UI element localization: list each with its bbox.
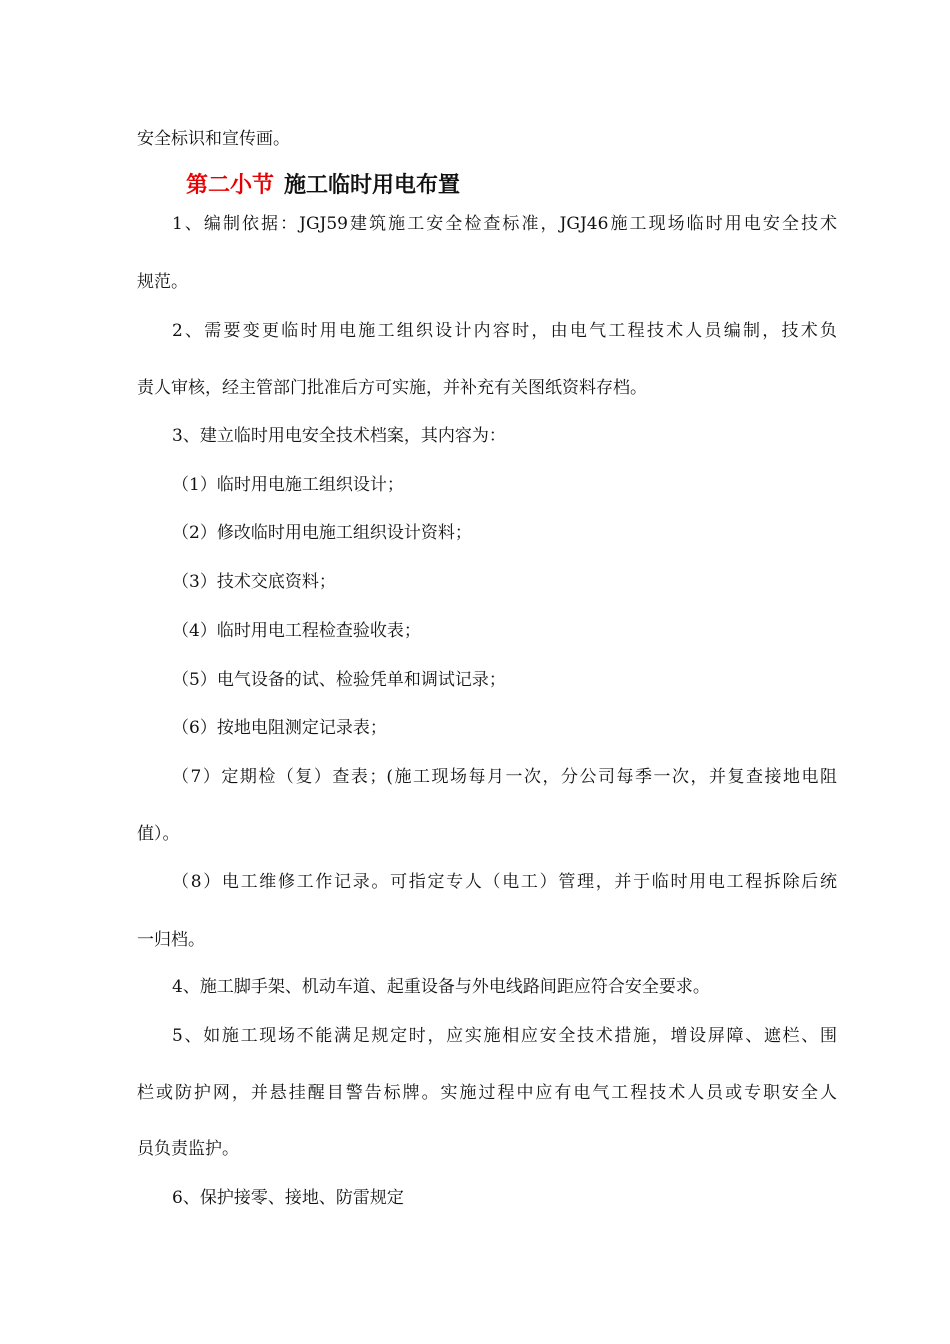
list-item-8-line-2: 一归档。 bbox=[137, 930, 205, 950]
section-label: 第二小节 bbox=[186, 173, 275, 198]
list-item-7-line-2: 值）。 bbox=[137, 824, 180, 844]
paragraph-4: 4、施工脚手架、机动车道、起重设备与外电线路间距应符合安全要求。 bbox=[172, 977, 710, 997]
list-item-1: （1）临时用电施工组织设计； bbox=[172, 475, 404, 495]
list-item-2: （2）修改临时用电施工组织设计资料； bbox=[172, 523, 472, 543]
list-item-3: （3）技术交底资料； bbox=[172, 572, 336, 592]
section-heading bbox=[186, 171, 460, 201]
paragraph-1-line-1: 1、编制依据：JGJ59建筑施工安全检查标准，JGJ46施工现场临时用电安全技术 bbox=[172, 214, 837, 234]
list-item-8-line-1: （8）电工维修工作记录。可指定专人（电工）管理，并于临时用电工程拆除后统 bbox=[172, 872, 837, 892]
paragraph-1-line-2: 规范。 bbox=[137, 272, 188, 292]
intro-tail-text: 安全标识和宣传画。 bbox=[137, 129, 290, 149]
paragraph-3: 3、建立临时用电安全技术档案，其内容为： bbox=[172, 426, 506, 446]
list-item-6: （6）按地电阻测定记录表； bbox=[172, 718, 387, 738]
list-item-4: （4）临时用电工程检查验收表； bbox=[172, 621, 421, 641]
section-title: 施工临时用电布置 bbox=[284, 173, 461, 198]
paragraph-6: 6、保护接零、接地、防雷规定 bbox=[172, 1188, 404, 1208]
list-item-5: （5）电气设备的试、检验凭单和调试记录； bbox=[172, 670, 506, 690]
paragraph-5-line-3: 员负责监护。 bbox=[137, 1139, 239, 1159]
paragraph-2-line-2: 责人审核，经主管部门批准后方可实施，并补充有关图纸资料存档。 bbox=[137, 378, 647, 398]
paragraph-5-line-2: 栏或防护网，并悬挂醒目警告标牌。实施过程中应有电气工程技术人员或专职安全人 bbox=[137, 1083, 837, 1103]
paragraph-5-line-1: 5、如施工现场不能满足规定时，应实施相应安全技术措施，增设屏障、遮栏、围 bbox=[172, 1026, 837, 1046]
list-item-7-line-1: （7）定期检（复）查表；(施工现场每月一次，分公司每季一次，并复查接地电阻 bbox=[172, 767, 837, 787]
paragraph-2-line-1: 2、需要变更临时用电施工组织设计内容时，由电气工程技术人员编制，技术负 bbox=[172, 321, 837, 341]
